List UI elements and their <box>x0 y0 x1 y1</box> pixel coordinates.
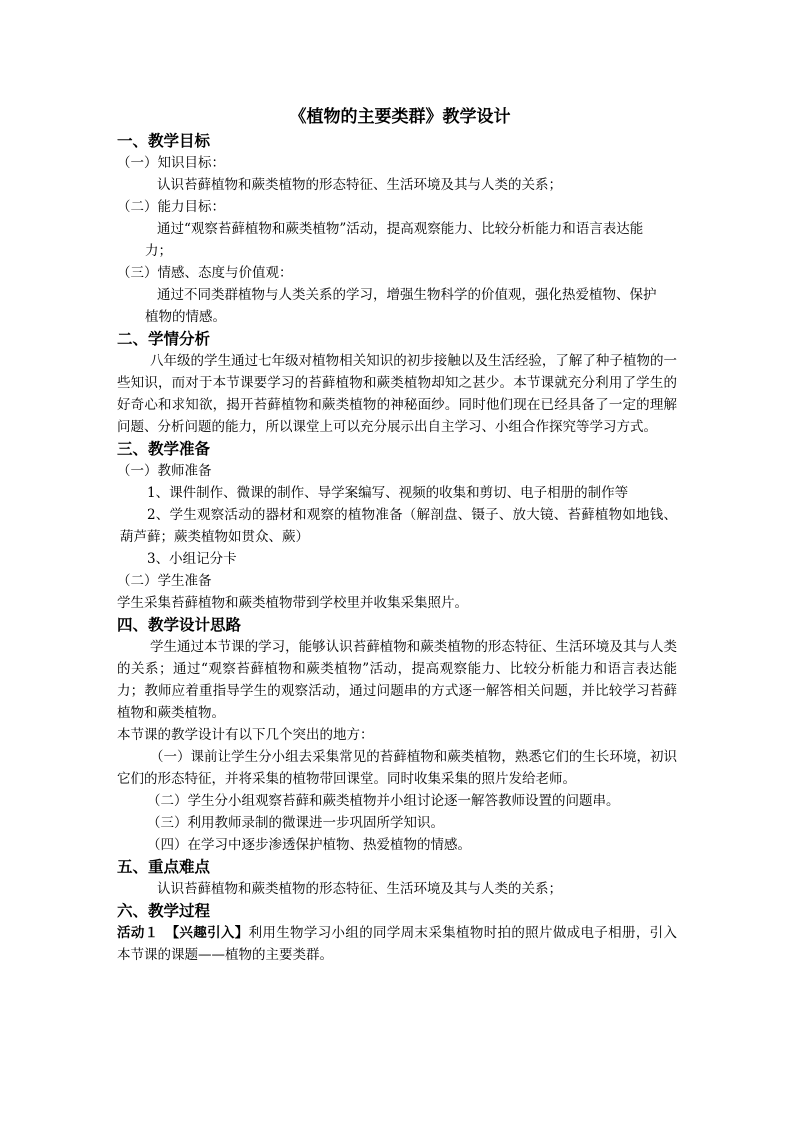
subheading-knowledge: （一）知识目标： <box>117 155 225 171</box>
heading-teaching-goals: 一、教学目标 <box>117 131 211 150</box>
paragraph-knowledge: 认识苔藓植物和蕨类植物的形态特征、生活环境及其与人类的关系； <box>157 177 562 193</box>
list-item-teacher-prep-3: 3、小组记分卡 <box>147 551 237 567</box>
document-body <box>117 104 677 966</box>
paragraph-ability-line1: 通过“观察苔藓植物和蕨类植物”活动，提高观察能力、比较分析能力和语言表达能 <box>157 221 644 237</box>
activity-1-label: 活动１ 【兴趣引入】 <box>117 925 249 941</box>
heading-key-points: 五、重点难点 <box>117 857 211 876</box>
paragraph-attitude-line2: 植物的情感。 <box>145 309 226 325</box>
paragraph-key-points: 认识苔藓植物和蕨类植物的形态特征、生活环境及其与人类的关系； <box>157 881 562 897</box>
paragraph-student-prep: 学生采集苔藓植物和蕨类植物带到学校里并收集采集照片。 <box>117 595 468 611</box>
list-item-teacher-prep-1: 1、课件制作、微课的制作、导学案编写、视频的收集和剪切、电子相册的制作等 <box>147 485 629 501</box>
subheading-teacher-prep: （一）教师准备 <box>117 463 212 479</box>
paragraph-design-ideas: 学生通过本节课的学习，能够认识苔藓植物和蕨类植物的形态特征、生活环境及其与人类的关系；通过“观察苔藓植物和蕨类植物”活动，提高观察能力、比较分析能力和语言表达能力；教师应着重指导学生的观察活动，通过问题串的方式逐一解答相关问题，并比较学习苔藓植物和蕨类植物。 <box>117 639 677 721</box>
list-item-highlight-2: （二）学生分小组观察苔藓和蕨类植物并小组讨论逐一解答教师设置的问题串。 <box>147 793 620 809</box>
paragraph-activity-1 <box>117 922 677 966</box>
list-item-teacher-prep-2: 2、学生观察活动的器材和观察的植物准备（解剖盘、镊子、放大镜、苔藓植物如地钱、葫芦藓；蕨类植物如贯众、蕨） <box>120 507 677 545</box>
document-title: 《植物的主要类群》教学设计 <box>289 107 511 127</box>
paragraph-ability-line2: 力； <box>145 243 172 259</box>
heading-teaching-process: 六、教学过程 <box>117 901 211 920</box>
paragraph-highlights-intro: 本节课的教学设计有以下几个突出的地方： <box>117 727 374 743</box>
subheading-attitude: （三）情感、态度与价值观： <box>117 265 293 281</box>
heading-student-analysis: 二、学情分析 <box>117 329 211 348</box>
activity-1-text: 利用生物学习小组的同学周末采集植物时拍的照片做成电子相册，引入本节课的课题——植物的主要类群。 <box>117 925 677 963</box>
list-item-highlight-1: （一）课前让学生分小组去采集常见的苔藓植物和蕨类植物，熟悉它们的生长环境，初识它们的形态特征，并将采集的植物带回课堂。同时收集采集的照片发给老师。 <box>117 749 677 787</box>
list-item-highlight-4: （四）在学习中逐步渗透保护植物、热爱植物的情感。 <box>147 837 471 853</box>
paragraph-attitude-line1: 通过不同类群植物与人类关系的学习，增强生物科学的价值观，强化热爱植物、保护 <box>157 287 657 303</box>
heading-preparation: 三、教学准备 <box>117 439 211 458</box>
paragraph-student-analysis: 八年级的学生通过七年级对植物相关知识的初步接触以及生活经验，了解了种子植物的一些知识，而对于本节课要学习的苔藓植物和蕨类植物却知之甚少。本节课就充分利用了学生的好奇心和求知欲，揭开苔藓植物和蕨类植物的神秘面纱。同时他们现在已经具备了一定的理解问题、分析问题的能力，所以课堂上可以充分展示出自主学习、小组合作探究等学习方式。 <box>117 353 677 435</box>
heading-design-ideas: 四、教学设计思路 <box>117 615 242 634</box>
subheading-student-prep: （二）学生准备 <box>117 573 212 589</box>
subheading-ability: （二）能力目标： <box>117 199 225 215</box>
list-item-highlight-3: （三）利用教师录制的微课进一步巩固所学知识。 <box>147 815 444 831</box>
